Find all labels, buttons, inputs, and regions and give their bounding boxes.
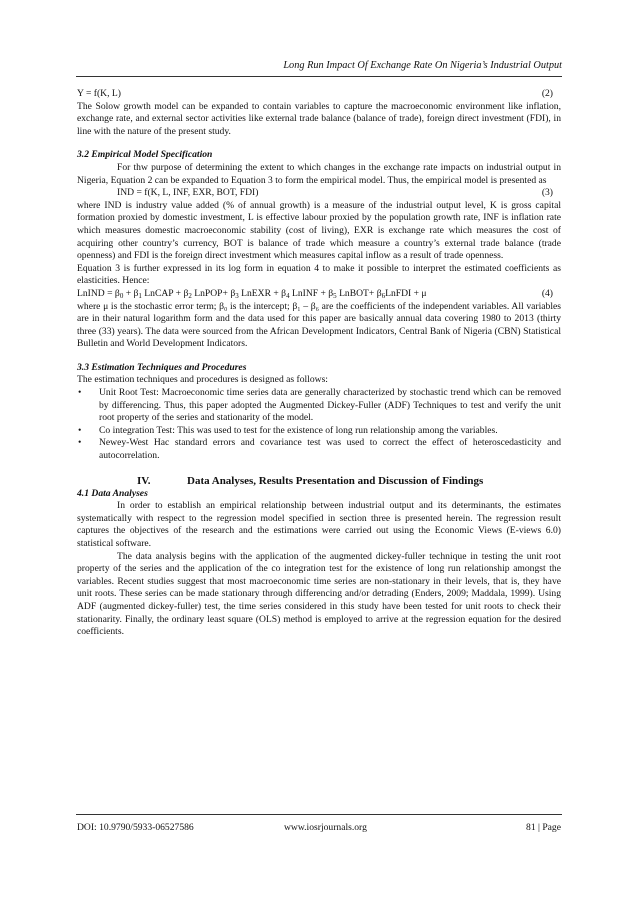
equation-4-number: (4) (541, 287, 553, 299)
header-rule (76, 76, 562, 77)
equation-4 (77, 288, 561, 301)
running-header: Long Run Impact Of Exchange Rate On Nigeria’s Industrial Output (283, 60, 562, 71)
footer-page-number: 81 | Page (526, 822, 561, 833)
solow-paragraph: The Solow growth model can be expanded to contain variables to capture the macroeconomic environment like inflation, exchange rate, and external sector activities like external trade balance (balance of trade), foreign direct investment (FDI), in line with the nature of the present study. (77, 100, 561, 137)
section-iv-title: Data Analyses, Results Presentation and Discussion of Findings (187, 474, 484, 487)
list-item-text: Unit Root Test: Macroeconomic time series data are generally characterized by stochastic trend which can be removed by differencing. Thus, this paper adopted the Augmented Dickey-Fuller (ADF) Techniques to test and verify the unit root property of the series and stationarity of the model. (99, 387, 561, 424)
section-3-2-paragraph-2: where IND is industry value added (% of annual growth) is a measure of the industrial output level, K is gross capital formation proxied by domestic investment, L is effective labour proxied by the population growth rate, INF is inflation rate which measures domestic macroeconomic stability (cost of living), EXR is exchange rate which measures the cost of acquiring other country’s currency, BOT is balance of trade which measure a country’s external trade balance (trade openness) and FDI is the foreign direct investment which measures capital inflow as a result of trade openness. (77, 199, 561, 262)
section-4-1-heading: 4.1 Data Analyses (77, 487, 148, 499)
section-3-2-paragraph-3: Equation 3 is further expressed in its log form in equation 4 to make it possible to interpret the estimated coefficients as elasticities. Hence: (77, 262, 561, 287)
section-3-2-paragraph-4: where μ is the stochastic error term; β₀ is the intercept; β₁ – β₆ are the coefficients of the independent variables. All variables are in their natural logarithm form and the data used for this paper are basically annual data covering 1980 to 2013 (thirty three (33) years). The data were sourced from the African Development Indicators, Central Bank of Nigeria (CBN) Statistical Bulletin and World Development Indicators. (77, 300, 561, 350)
bullet-glyph: • (78, 437, 82, 449)
footer-doi: DOI: 10.9790/5933-06527586 (77, 822, 194, 833)
bullet-glyph: • (78, 387, 82, 399)
section-3-2-heading: 3.2 Empirical Model Specification (77, 149, 213, 161)
equation-3-number: (3) (541, 187, 553, 199)
page-body (77, 88, 561, 639)
equation-3 (77, 187, 561, 200)
list-item (77, 425, 561, 438)
list-item (77, 387, 561, 425)
section-3-2-paragraph-1: For thw purpose of determining the extent to which changes in the exchange rate impacts on industrial output in Nigeria, Equation 2 can be expanded to Equation 3 to form the empirical model. Thus, the empirical model is presented as (77, 161, 561, 186)
list-item-text: Co integration Test: This was used to test for the existence of long run relationship among the variables. (99, 424, 498, 436)
equation-2-text: Y = f(K, L) (77, 88, 121, 99)
bullet-glyph: • (78, 424, 82, 436)
equation-2-number: (2) (541, 88, 553, 99)
equation-2 (77, 88, 561, 101)
equation-4-text: LnIND = $\beta_0 + \beta_1$ LnCAP + $\beta_2$ LnPOP+ $\beta_3$ LnEXR + $\beta_4$ LnINF + $\beta_5$ LnBOT+ $\beta_6LnFDI + \mu$ (77, 287, 427, 300)
section-iv-heading (77, 474, 561, 488)
footer-website: www.iosrjournals.org (284, 822, 367, 833)
section-4-1-paragraph-1: In order to establish an empirical relationship between industrial output and its determinants, the estimates systematically with respect to the regression model specified in section three is presented herein. The regression result captures the objectives of the research and the estimations were carried out using the Economic Views (E-views 6.0) statistical software. (77, 500, 561, 549)
section-3-3-heading: 3.3 Estimation Techniques and Procedures (77, 361, 247, 373)
list-item-text: Newey-West Hac standard errors and covariance test was used to correct the effect of heteroscedasticity and autocorrelation. (99, 437, 561, 462)
procedures-list (77, 387, 561, 463)
equation-3-text: IND = f(K, L, INF, EXR, BOT, FDI) (117, 187, 259, 199)
section-iv-numeral: IV. (137, 474, 151, 487)
section-3-3-intro: The estimation techniques and procedures is designed as follows: (77, 374, 328, 386)
section-4-1-paragraph-2: The data analysis begins with the application of the augmented dickey-fuller technique in testing the unit root property of the series and the application of the co integration test for the existence of long run relationship amongst the variables. Recent studies suggest that most macroeconomic time series are non-stationary in their levels, that is, they have unit roots. These series can be made stationary through differencing and/or detrading (Enders, 2009; Maddala, 1999). Using ADF (augmented dickey-fuller) test, the time series considered in this study have been tested for unit roots to check their stationarity. Finally, the ordinary least square (OLS) method is employed to arrive at the regression equation for the desired coefficients. (77, 550, 561, 638)
list-item (77, 437, 561, 462)
footer-rule (76, 814, 562, 815)
